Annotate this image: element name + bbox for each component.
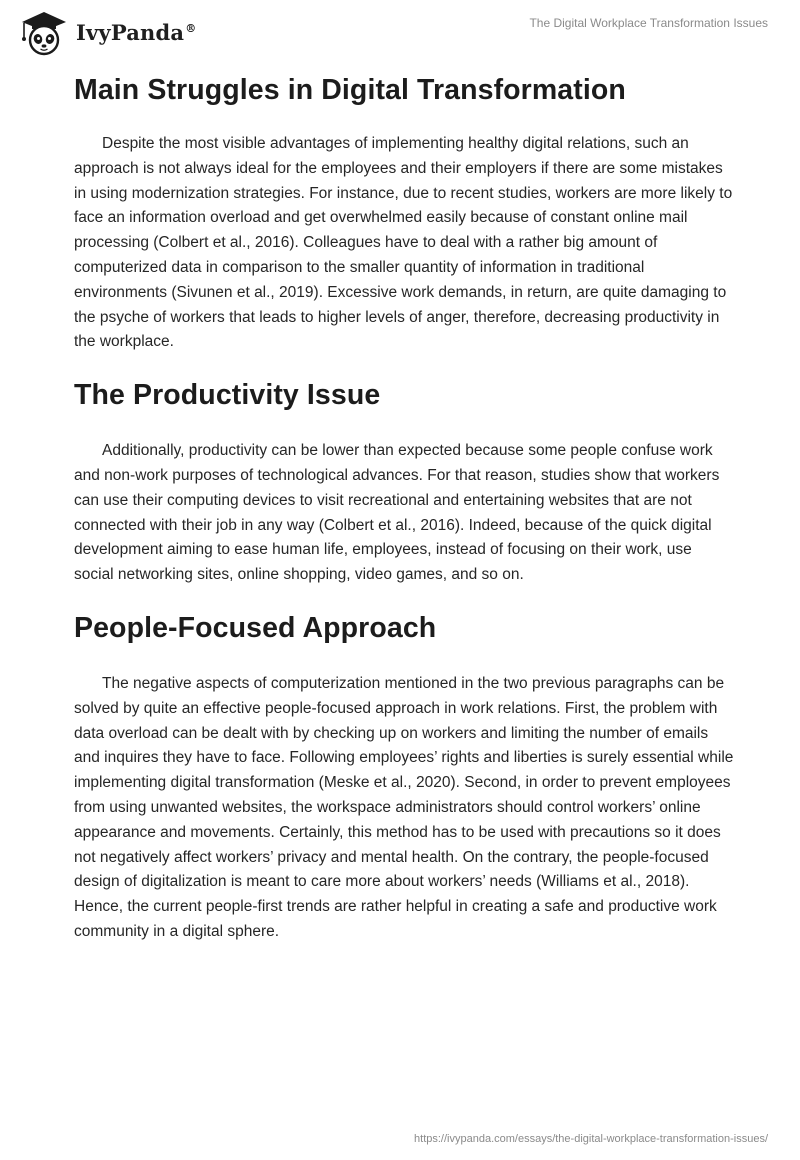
logo-wordmark: IvyPanda® xyxy=(76,19,197,45)
section-heading-main-struggles: Main Struggles in Digital Transformation xyxy=(74,74,626,106)
panda-graduation-cap-icon xyxy=(14,8,70,56)
registered-mark: ® xyxy=(185,21,197,35)
document-title: The Digital Workplace Transformation Issues xyxy=(529,16,768,30)
section-paragraph-productivity-issue: Additionally, productivity can be lower than expected because some people confuse work and non-work purposes of technological advances. For that reason, studies show that workers can use their computing devices to visit recreational and entertaining websites that are not connected with their job in any way (Colbert et al., 2016). Indeed, because of the quick digital development aiming to ease human life, employees, instead of focusing on their work, use social networking sites, online shopping, video games, and so on. xyxy=(74,442,720,584)
ivypanda-logo[interactable] xyxy=(14,8,196,56)
section-heading-productivity-issue: The Productivity Issue xyxy=(74,379,381,412)
source-url-link[interactable]: https://ivypanda.com/essays/the-digital-workplace-transformation-issues/ xyxy=(414,1133,768,1145)
section-heading-people-focused-approach: People-Focused Approach xyxy=(74,611,437,644)
essay-content xyxy=(74,66,734,945)
page-header xyxy=(0,0,800,60)
section-paragraph-main-struggles: Despite the most visible advantages of implementing healthy digital relations, such an approach is not always ideal for the employees and their employers if there are some mistakes in using modernization strategies. For instance, due to recent studies, workers are more likely to face an information overload and get overwhelmed easily because of constant online mail processing (Colbert et al., 2016). Colleagues have to deal with a rather big amount of computerized data in comparison to the smaller quantity of information in traditional environments (Sivunen et al., 2019). Excessive work demands, in return, are quite damaging to the psyche of workers that leads to higher levels of anger, therefore, decreasing productivity in the workplace. xyxy=(74,135,733,351)
section-paragraph-people-focused-approach: The negative aspects of computerization mentioned in the two previous paragraphs can be solved by quite an effective people-focused approach in work relations. First, the problem with data overload can be dealt with by checking up on workers and limiting the number of emails and inquires they have to face. Following employees’ rights and liberties is surely essential while implementing digital transformation (Meske et al., 2020). Second, in order to prevent employees from using unwanted websites, the workspace administrators should control workers’ online appearance and movements. Certainly, this method has to be used with precautions so it does not negatively affect workers’ privacy and mental health. On the contrary, the people-focused design of digitalization is meant to care more about workers’ needs (Williams et al., 2018). Hence, the current people-first trends are rather helpful in creating a safe and productive work community in a digital sphere. xyxy=(74,674,734,940)
